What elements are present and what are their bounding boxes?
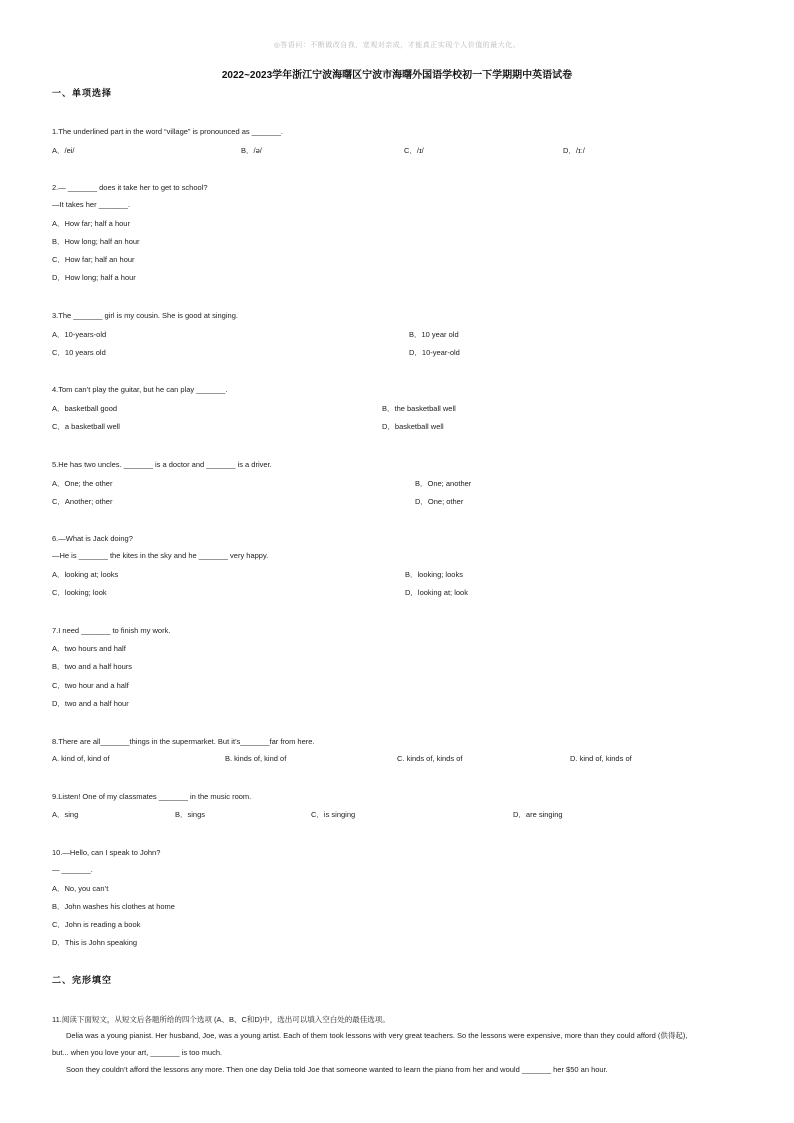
question-9-option-b[interactable]: B．sings (175, 810, 206, 819)
question-8-option-d[interactable]: D. kind of, kinds of (570, 754, 632, 763)
question-7-option-c[interactable]: C．two hour and a half (52, 681, 129, 690)
question-4-option-d[interactable]: D．basketball well (382, 422, 444, 431)
cloze-paragraph-1-continued: but... when you love your art, _______ is too much. (52, 1048, 223, 1057)
question-5-option-b[interactable]: B．One; another (415, 479, 472, 488)
question-5-stem: 5.He has two uncles. _______ is a doctor and _______ is a driver. (52, 460, 272, 469)
question-6-option-b[interactable]: B．looking; looks (405, 570, 463, 579)
question-4-option-a[interactable]: A．basketball good (52, 404, 118, 413)
question-10-stem: 10.—Hello, can I speak to John? (52, 848, 161, 857)
question-5-option-d[interactable]: D．One; other (415, 497, 464, 506)
question-6-option-d[interactable]: D．looking at; look (405, 588, 468, 597)
question-2-stem-response: —It takes her _______. (52, 200, 130, 209)
question-2-option-b[interactable]: B．How long; half an hour (52, 237, 140, 246)
question-3-option-a[interactable]: A．10-years-old (52, 330, 107, 339)
question-1-option-c[interactable]: C．/ɪ/ (404, 146, 424, 155)
section-heading-single-choice: 一、单项选择 (52, 89, 113, 99)
question-9-stem: 9.Listen! One of my classmates _______ in the music room. (52, 792, 252, 801)
question-5-option-a[interactable]: A．One; the other (52, 479, 113, 488)
question-8-option-c[interactable]: C. kinds of, kinds of (397, 754, 463, 763)
question-9-option-d[interactable]: D．are singing (513, 810, 563, 819)
question-1-option-b[interactable]: B．/ə/ (241, 146, 262, 155)
question-7-stem: 7.I need _______ to finish my work. (52, 626, 171, 635)
question-4-stem: 4.Tom can’t play the guitar, but he can play _______. (52, 385, 228, 394)
question-1-option-d[interactable]: D．/ɪː/ (563, 146, 585, 155)
question-7-option-b[interactable]: B．two and a half hours (52, 662, 133, 671)
question-1-stem: 1.The underlined part in the word “village” is pronounced as _______. (52, 127, 283, 136)
question-9-option-c[interactable]: C．is singing (311, 810, 356, 819)
question-3-option-b[interactable]: B．10 year old (409, 330, 459, 339)
question-2-stem: 2.— _______ does it take her to get to school? (52, 183, 208, 192)
question-6-stem: 6.—What is Jack doing? (52, 534, 133, 543)
question-10-option-d[interactable]: D．This is John speaking (52, 938, 138, 947)
question-7-option-d[interactable]: D．two and a half hour (52, 699, 129, 708)
watermark: ◎答语问：不断做改自我，宽观对亲成，才能真正实现个人价值的最大化。 (273, 41, 521, 49)
question-5-option-c[interactable]: C．Another; other (52, 497, 113, 506)
question-4-option-b[interactable]: B．the basketball well (382, 404, 456, 413)
question-10-stem-response: — _______. (52, 865, 93, 874)
question-3-option-d[interactable]: D．10-year-old (409, 348, 460, 357)
question-3-option-c[interactable]: C．10 years old (52, 348, 106, 357)
question-10-option-a[interactable]: A．No, you can’t (52, 884, 109, 893)
question-10-option-c[interactable]: C．John is reading a book (52, 920, 141, 929)
question-6-option-c[interactable]: C．looking; look (52, 588, 107, 597)
question-11-instructions: 11.阅读下面短文，从短文后各题所给的四个选项 (A、B、C和D)中，选出可以填入空白处的最佳选项。 (52, 1015, 390, 1024)
question-2-option-c[interactable]: C．How far; half an hour (52, 255, 135, 264)
question-1-option-a[interactable]: A．/ei/ (52, 146, 75, 155)
question-9-option-a[interactable]: A．sing (52, 810, 79, 819)
page-title: 2022~2023学年浙江宁波海曙区宁波市海曙外国语学校初一下学期期中英语试卷 (221, 70, 573, 81)
question-8-option-a[interactable]: A. kind of, kind of (52, 754, 110, 763)
question-4-option-c[interactable]: C．a basketball well (52, 422, 120, 431)
question-6-stem-response: —He is _______ the kites in the sky and he _______ very happy. (52, 551, 269, 560)
question-8-option-b[interactable]: B. kinds of, kind of (225, 754, 287, 763)
question-2-option-a[interactable]: A．How far; half a hour (52, 219, 130, 228)
question-2-option-d[interactable]: D．How long; half a hour (52, 273, 136, 282)
cloze-paragraph-1: Delia was a young pianist. Her husband, Joe, was a young artist. Each of them took lessons with very great teachers. So the lessons were expensive, more than they could afford (供得起), (66, 1031, 688, 1040)
question-7-option-a[interactable]: A．two hours and half (52, 644, 126, 653)
question-8-stem: 8.There are all_______things in the supermarket. But it’s_______far from here. (52, 737, 315, 746)
question-10-option-b[interactable]: B．John washes his clothes at home (52, 902, 175, 911)
question-3-stem: 3.The _______ girl is my cousin. She is good at singing. (52, 311, 238, 320)
cloze-paragraph-2: Soon they couldn’t afford the lessons any more. Then one day Delia told Joe that someone wanted to learn the piano from her and would _______ her $50 an hour. (66, 1065, 608, 1074)
section-heading-cloze: 二、完形填空 (52, 976, 113, 986)
question-6-option-a[interactable]: A．looking at; looks (52, 570, 119, 579)
